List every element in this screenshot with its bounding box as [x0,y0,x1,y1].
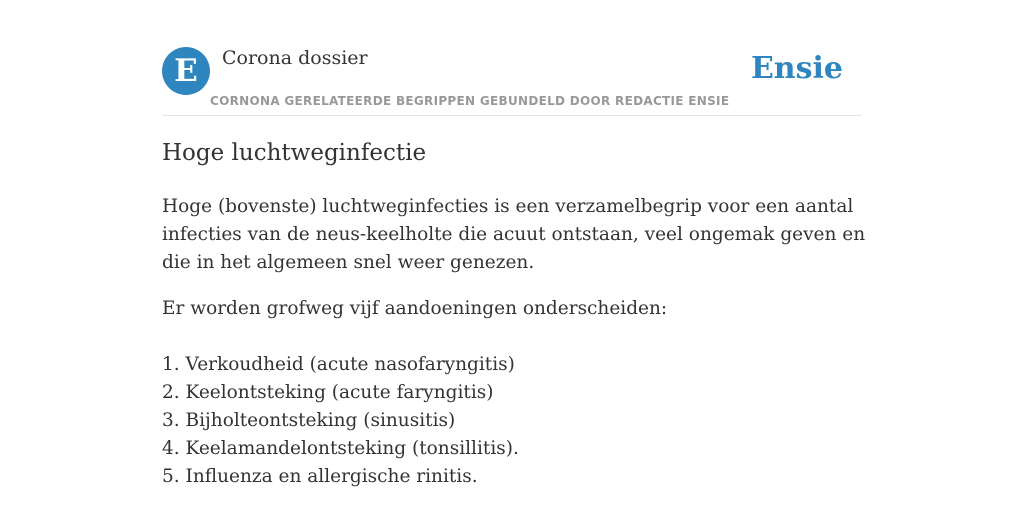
dossier-title[interactable]: Corona dossier [222,47,368,69]
dossier-subtitle: CORNONA GERELATEERDE BEGRIPPEN GEBUNDELD DOOR REDACTIE ENSIE [210,94,730,108]
term-definition: Hoge (bovenste) luchtweginfecties is een verzamelbegrip voor een aantal infecties van de neus-keelholte die acuut ontstaan, veel ongemak geven en die in het algemeen snel weer genezen. [162,196,866,273]
list-item: 2. Keelontsteking (acute faryngitis) [162,382,494,403]
list-intro: Er worden grofweg vijf aandoeningen onderscheiden: [162,298,668,319]
dossier-header [162,44,862,116]
term-title: Hoge luchtweginfectie [162,140,427,166]
brand-logo[interactable]: Ensie [750,51,843,86]
list-item: 3. Bijholteontsteking (sinusitis) [162,410,456,431]
list-item: 5. Influenza en allergische rinitis. [162,466,478,487]
list-item: 1. Verkoudheid (acute nasofaryngitis) [162,354,515,375]
ensie-logo-icon[interactable]: E [162,47,210,95]
condition-list [162,351,519,491]
list-item: 4. Keelamandelontsteking (tonsillitis). [162,438,519,459]
